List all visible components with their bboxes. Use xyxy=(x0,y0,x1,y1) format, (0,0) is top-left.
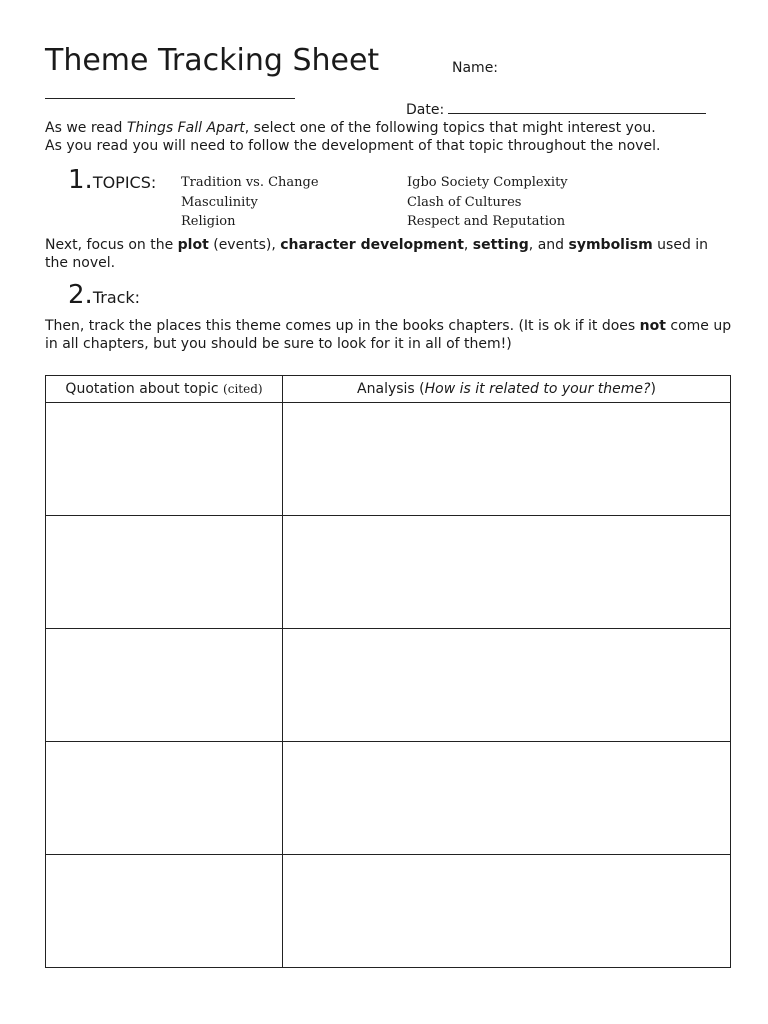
table-row xyxy=(46,855,731,968)
analysis-cell[interactable] xyxy=(283,516,731,629)
focus-text: , and xyxy=(528,237,569,253)
table-row xyxy=(46,516,731,629)
topic-item: Clash of Cultures xyxy=(407,195,522,210)
page-title: Theme Tracking Sheet xyxy=(45,43,380,78)
focus-setting: setting xyxy=(472,237,529,253)
focus-symbolism: symbolism xyxy=(568,237,653,253)
quotation-cell[interactable] xyxy=(46,855,283,968)
intro-text: As you read you will need to follow the development of that topic throughout the novel. xyxy=(45,138,661,154)
header-text: Quotation about topic xyxy=(65,381,224,397)
step-number: 2. xyxy=(68,280,93,310)
table-row xyxy=(46,629,731,742)
focus-text: Next, focus on the xyxy=(45,237,178,253)
focus-character: character development xyxy=(280,237,464,253)
quotation-cell[interactable] xyxy=(46,742,283,855)
topics-label: TOPICS: xyxy=(92,173,157,192)
analysis-cell[interactable] xyxy=(283,855,731,968)
date-field-line[interactable] xyxy=(448,101,706,114)
track-label: Track: xyxy=(92,288,141,307)
quotation-cell[interactable] xyxy=(46,403,283,516)
track-paragraph xyxy=(45,317,735,353)
intro-paragraph xyxy=(45,119,735,155)
focus-text: (events), xyxy=(208,237,281,253)
topic-item: Tradition vs. Change xyxy=(181,175,319,190)
intro-text: , select one of the following topics that might interest you. xyxy=(244,120,656,136)
track-text: come up in all chapters, but you should be sure to look for it in all of them!) xyxy=(45,318,732,352)
header-text: ) xyxy=(650,381,656,397)
focus-text: , xyxy=(463,237,473,253)
date-label: Date: xyxy=(406,102,445,118)
topics-heading xyxy=(68,165,156,195)
quotation-cell[interactable] xyxy=(46,629,283,742)
header-text: Analysis ( xyxy=(357,381,425,397)
date-row xyxy=(406,101,706,118)
book-title: Things Fall Apart xyxy=(126,120,245,136)
analysis-column-header xyxy=(283,376,731,403)
topic-item: Respect and Reputation xyxy=(407,214,566,229)
topic-item: Religion xyxy=(181,214,236,229)
name-label: Name: xyxy=(452,60,499,76)
quotation-column-header xyxy=(46,376,283,403)
analysis-cell[interactable] xyxy=(283,403,731,516)
topic-item: Masculinity xyxy=(181,195,258,210)
track-heading xyxy=(68,280,140,310)
theme-tracking-table xyxy=(45,375,731,968)
analysis-prompt: How is it related to your theme? xyxy=(424,381,651,397)
name-field-line[interactable] xyxy=(45,98,295,99)
quotation-cell[interactable] xyxy=(46,516,283,629)
step-number: 1. xyxy=(68,165,93,195)
focus-text: used in the novel. xyxy=(45,237,709,271)
focus-paragraph xyxy=(45,236,735,272)
track-not: not xyxy=(639,318,666,334)
focus-plot: plot xyxy=(177,237,209,253)
table-header-row xyxy=(46,376,731,403)
table-row xyxy=(46,742,731,855)
intro-text: As we read xyxy=(45,120,127,136)
analysis-cell[interactable] xyxy=(283,742,731,855)
analysis-cell[interactable] xyxy=(283,629,731,742)
topic-item: Igbo Society Complexity xyxy=(407,175,568,190)
cited-note: (cited) xyxy=(223,382,263,396)
table-row xyxy=(46,403,731,516)
track-text: Then, track the places this theme comes up in the books chapters. (It is ok if it does xyxy=(45,318,640,334)
